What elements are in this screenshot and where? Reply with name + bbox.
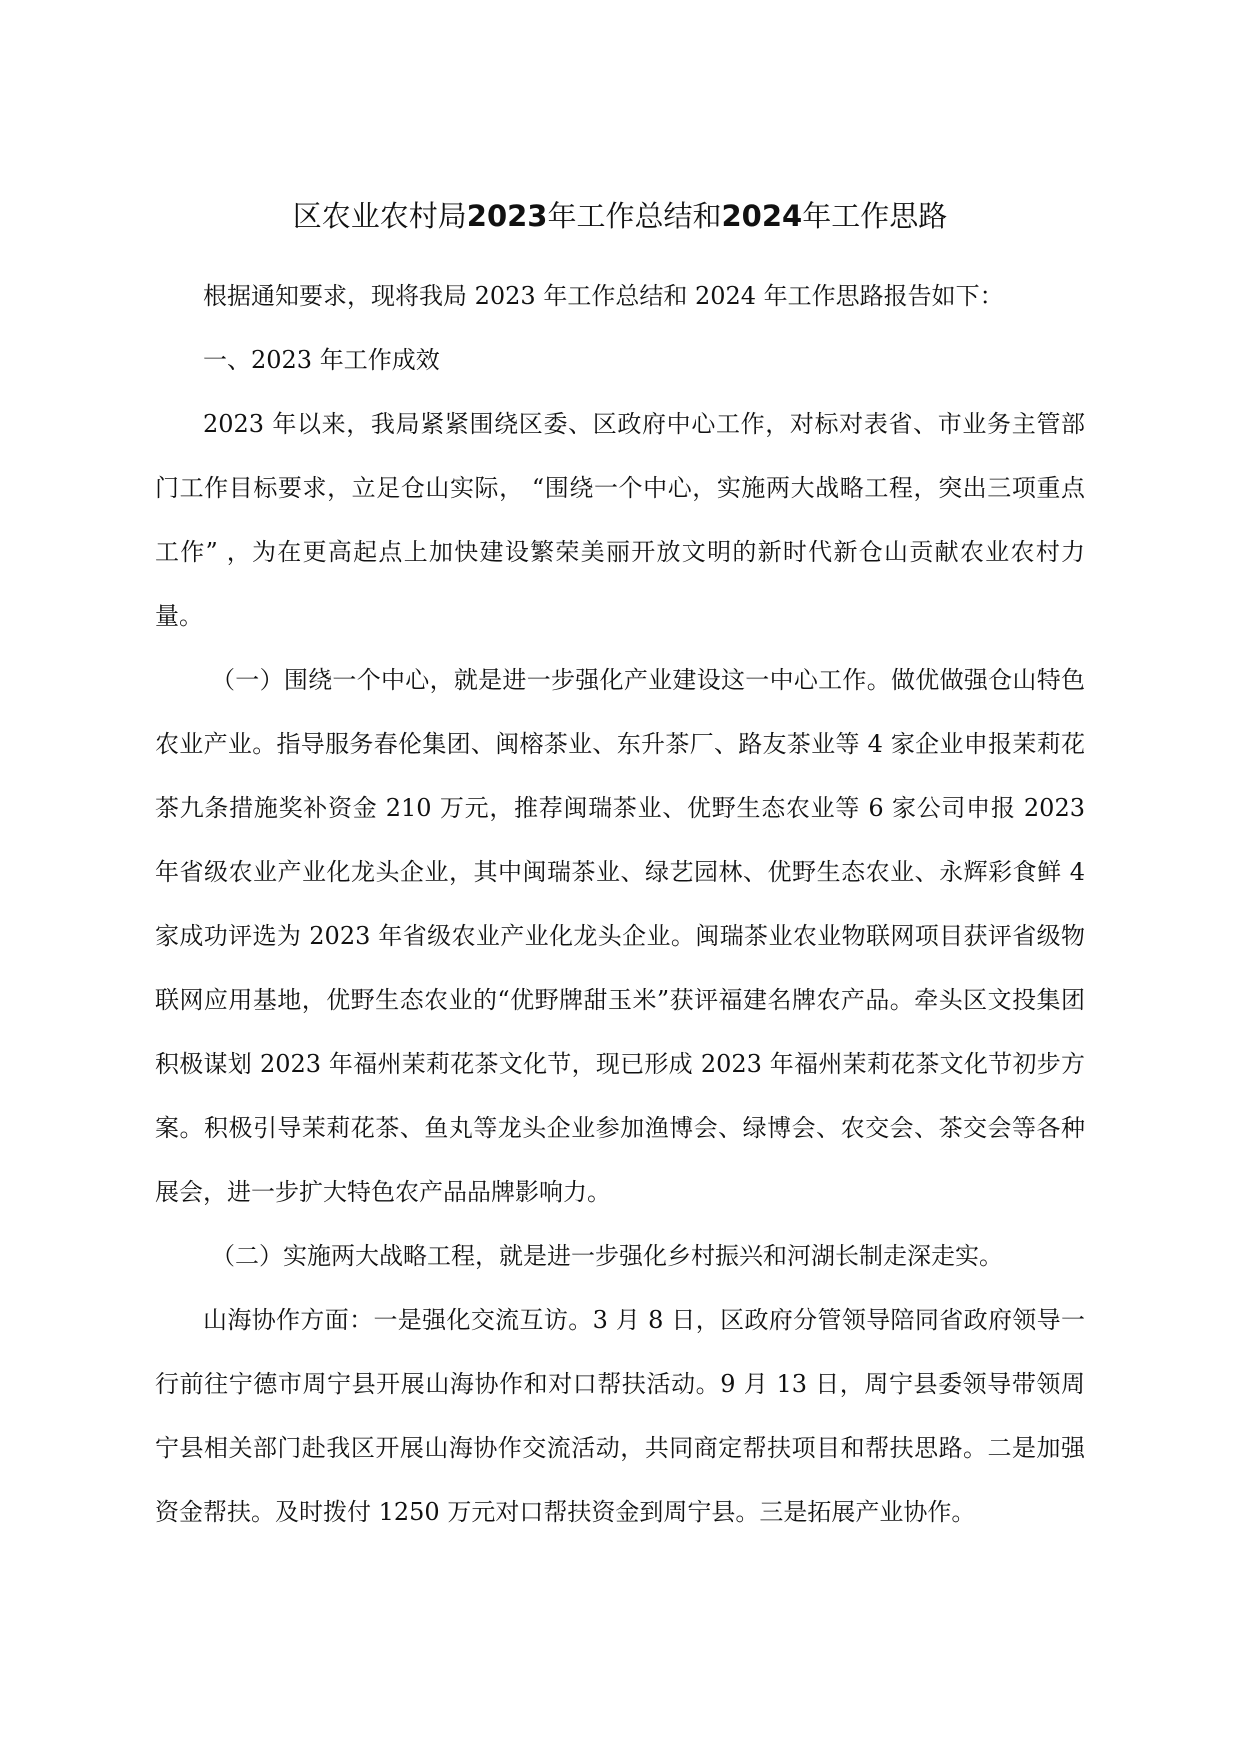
overview-paragraph: 2023 年以来，我局紧紧围绕区委、区政府中心工作，对标对表省、市业务主管部门工作目标要求，立足仓山实际， “围绕一个中心，实施两大战略工程，突出三项重点工作” ，为在更高起点上加快建设繁荣美丽开放文明的新时代新仓山贡献农业农村力量。 [155, 410, 1085, 630]
title-year-2023: 2023 [466, 199, 548, 233]
title-year-2024: 2024 [721, 199, 803, 233]
section-heading-achievements: 一、2023 年工作成效 [203, 346, 440, 374]
mountain-sea-cooperation-paragraph: 山海协作方面：一是强化交流互访。3 月 8 日，区政府分管领导陪同省政府领导一行前往宁德市周宁县开展山海协作和对口帮扶活动。9 月 13 日，周宁县委领导带领周宁县相关部门赴我区开展山海协作交流活动，共同商定帮扶项目和帮扶思路。二是加强资金帮扶。及时拨付 1250 万元对口帮扶资金到周宁县。三是拓展产业协作。 [155, 1306, 1085, 1526]
intro-paragraph: 根据通知要求，现将我局 2023 年工作总结和 2024 年工作思路报告如下： [203, 282, 1004, 310]
document-body [155, 190, 1085, 1544]
subsection-two-heading: （二）实施两大战略工程，就是进一步强化乡村振兴和河湖长制走深走实。 [211, 1242, 1003, 1270]
title-part-3: 年工作思路 [802, 199, 948, 233]
subsection-one-paragraph: （一）围绕一个中心，就是进一步强化产业建设这一中心工作。做优做强仓山特色农业产业。指导服务春伦集团、闽榕茶业、东升茶厂、路友茶业等 4 家企业申报茉莉花茶九条措施奖补资金 210 万元，推荐闽瑞茶业、优野生态农业等 6 家公司申报 2023 年省级农业产业化龙头企业，其中闽瑞茶业、绿艺园林、优野生态农业、永辉彩食鲜 4 家成功评选为 2023 年省级农业产业化龙头企业。闽瑞茶业农业物联网项目获评省级物联网应用基地，优野生态农业的“优野牌甜玉米”获评福建名牌农产品。牵头区文投集团积极谋划 2023 年福州茉莉花茶文化节，现已形成 2023 年福州茉莉花茶文化节初步方案。积极引导茉莉花茶、鱼丸等龙头企业参加渔博会、绿博会、农交会、茶交会等各种展会，进一步扩大特色农产品品牌影响力。 [155, 666, 1085, 1206]
title-part-2: 年工作总结和 [547, 199, 722, 233]
document-title [155, 190, 1085, 242]
title-part-1: 区农业农村局 [292, 199, 467, 233]
